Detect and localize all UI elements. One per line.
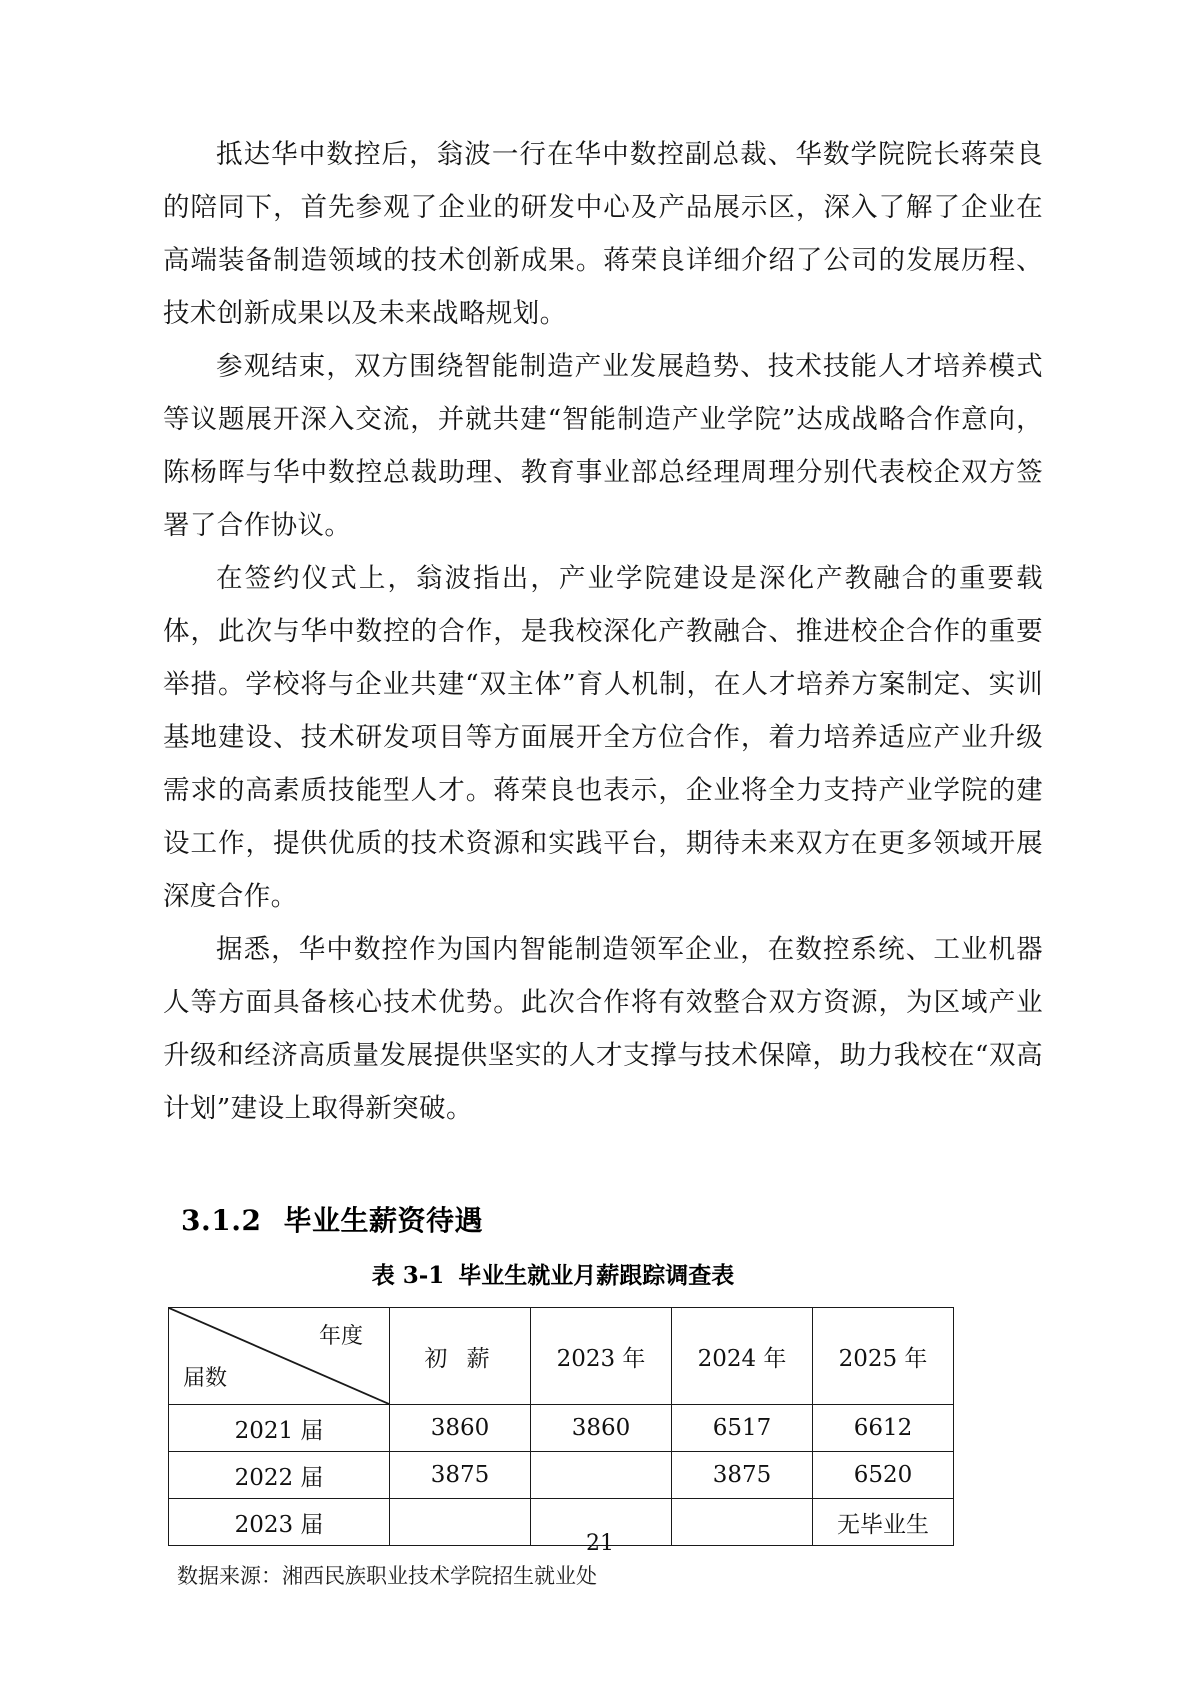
cell-2021-2024: 6517 — [672, 1405, 813, 1452]
table-header-col-3: 2024 年 — [672, 1308, 813, 1405]
cell-2022-initial: 3875 — [390, 1452, 531, 1499]
row-label-2021: 2021 届 — [169, 1405, 390, 1452]
cell-2022-2025: 6520 — [813, 1452, 954, 1499]
section-title: 毕业生薪资待遇 — [283, 1204, 483, 1237]
section-heading — [181, 1201, 1043, 1241]
table-header-col-4: 2025 年 — [813, 1308, 954, 1405]
table-row — [169, 1452, 954, 1499]
salary-table-container — [168, 1307, 948, 1546]
table-caption-label: 表 3-1 — [371, 1262, 445, 1289]
paragraph-1: 抵达华中数控后，翁波一行在华中数控副总裁、华数学院院长蒋荣良的陪同下，首先参观了企业的研发中心及产品展示区，深入了解了企业在高端装备制造领域的技术创新成果。蒋荣良详细介绍了公司的发展历程、技术创新成果以及未来战略规划。 — [163, 139, 1043, 329]
cell-2022-2024: 3875 — [672, 1452, 813, 1499]
table-corner-cell — [169, 1308, 390, 1405]
graduate-salary-table — [168, 1307, 954, 1546]
table-caption — [163, 1259, 1043, 1293]
cell-2021-initial: 3860 — [390, 1405, 531, 1452]
table-header-col-2: 2023 年 — [531, 1308, 672, 1405]
data-source-note: 数据来源：湘西民族职业技术学院招生就业处 — [177, 1564, 597, 1588]
page-content — [163, 128, 1043, 1592]
row-label-2022: 2022 届 — [169, 1452, 390, 1499]
table-row — [169, 1405, 954, 1452]
table-header-row — [169, 1308, 954, 1405]
paragraph-4: 据悉，华中数控作为国内智能制造领军企业，在数控系统、工业机器人等方面具备核心技术优势。此次合作将有效整合双方资源，为区域产业升级和经济高质量发展提供坚实的人才支撑与技术保障，助力我校在“双高计划”建设上取得新突破。 — [163, 934, 1043, 1124]
row-label-2023: 2023 届 — [169, 1499, 390, 1546]
cell-2022-2023 — [531, 1452, 672, 1499]
table-header-col-1: 初 薪 — [390, 1308, 531, 1405]
paragraph-2: 参观结束，双方围绕智能制造产业发展趋势、技术技能人才培养模式等议题展开深入交流，并就共建“智能制造产业学院”达成战略合作意向，陈杨晖与华中数控总裁助理、教育事业部总经理周理分别代表校企双方签署了合作协议。 — [163, 351, 1043, 541]
corner-bottom-label: 届数 — [183, 1366, 228, 1391]
corner-top-label: 年度 — [318, 1324, 363, 1349]
paragraph-3: 在签约仪式上，翁波指出，产业学院建设是深化产教融合的重要载体，此次与华中数控的合作，是我校深化产教融合、推进校企合作的重要举措。学校将与企业共建“双主体”育人机制，在人才培养方案制定、实训基地建设、技术研发项目等方面展开全方位合作，着力培养适应产业升级需求的高素质技能型人才。蒋荣良也表示，企业将全力支持产业学院的建设工作，提供优质的技术资源和实践平台，期待未来双方在更多领域开展深度合作。 — [163, 563, 1043, 912]
table-caption-title: 毕业生就业月薪跟踪调查表 — [458, 1262, 735, 1289]
cell-2021-2023: 3860 — [531, 1405, 672, 1452]
page-number: 21 — [586, 1531, 614, 1556]
cell-2021-2025: 6612 — [813, 1405, 954, 1452]
section-number: 3.1.2 — [181, 1204, 262, 1237]
cell-2023-2025: 无毕业生 — [813, 1499, 954, 1546]
